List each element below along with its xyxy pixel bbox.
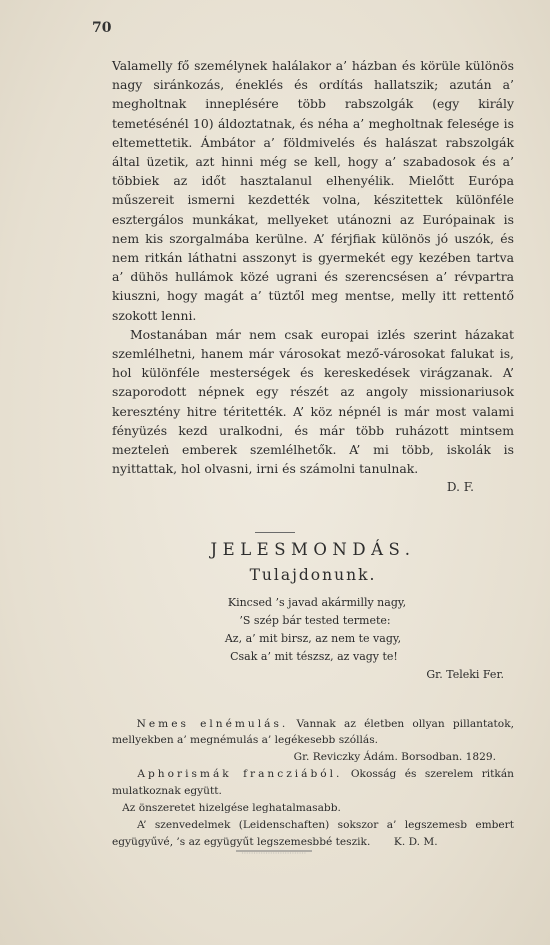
note-2-text: Okosság és szerelem ritkán mulatkoznak együtt. [112, 768, 514, 797]
article-body [112, 56, 514, 498]
note-1 [112, 716, 514, 749]
note-1-text: Vannak az életben ollyan pillantatok, mellyekben a’ megnémulás a’ legékesebb szóllás. [112, 718, 514, 747]
poem-line: Kincsed ’s javad akármilly nagy, [227, 596, 407, 609]
note-2 [112, 766, 514, 799]
note-3 [112, 800, 514, 816]
ornament-divider [236, 848, 312, 854]
poem-author: Gr. Teleki Fer. [426, 668, 504, 681]
article-signature: D. F. [446, 480, 474, 495]
note-4-author: K. D. M. [393, 835, 438, 848]
poem-title: Tulajdonunk. [249, 566, 377, 584]
note-1-author: Gr. Reviczky Ádám. Borsodban. 1829. [293, 750, 496, 763]
poem-line: Az, a’ mit birsz, az nem te vagy, [224, 632, 402, 645]
note-1-heading: Nemes elnémulás. [136, 718, 289, 730]
note-2-heading: Aphorismák francziából. [137, 768, 343, 781]
aphorisms [112, 716, 514, 850]
section-title: JELESMONDÁS. [210, 540, 416, 559]
page-number: 70 [92, 20, 112, 36]
section-divider [255, 532, 295, 533]
note-4 [112, 817, 514, 850]
poem-line: Csak a’ mit tészsz, az vagy te! [230, 650, 398, 663]
note-3-text: Az önszeretet hizelgése leghatalmasabb. [122, 802, 341, 815]
paragraph-2: Mostanában már nem csak europai izlés szerint házakat szemlélhetni, hanem már városokat mező-városokat falukat is, hol különféle mesterségek és kereskedések virágzanak. A’ szaporodott népnek egy részét az angoly missionariusok keresztény hitre téritették. A’ köz népnél is már most valami fényüzés kezd uralkodni, és már több ruházott mintsem mezteleṅ emberek szemlélhetők. A’ mi több, iskolák is nyittattak, hol olvasni, irni és számolni tanulnak. [112, 326, 514, 477]
paragraph-1: Valamelly fő személynek halálakor a’ házban és körüle különös nagy siránkozás, éneklés és ordítás hallatszik; azután a’ megholtnak inneplésére több rabszolgák (egy király temetésénél 10) áldoztatnak, és néha a’ megholtnak felesége is eltemettetik. Ámbátor a’ földmivelés és halászat rabszolgák által üzetik, azt hinni még se kell, hogy a’ szabadosok és a’ többiek az időt hasztalanul elhenyélik. Mielőtt Európa műszereit ismerni kezdették volna, készitettek különféle esztergálos munkákat, mellyeket utánozni az Európainak is nem kis szorgalmába kerülne. A’ férjfiak különös jó uszók, és nem ritkán láthatni asszonyt is gyermekét egy kezében tartva a’ dühös hullámok közé ugrani és szerencsésen a’ révpartra kiuszni, hogy magát a’ tüztől meg mentse, melly itt rettentő szokott lenni. [112, 58, 514, 323]
poem [112, 594, 514, 684]
poem-line: ’S szép bár tested termete: [239, 614, 391, 627]
note-4-text: A’ szenvedelmek (Leidenschaften) sokszor a’ legszemesb embert együgyűvé, ’s az együgyűt legszemesbbé teszik. [112, 819, 515, 848]
